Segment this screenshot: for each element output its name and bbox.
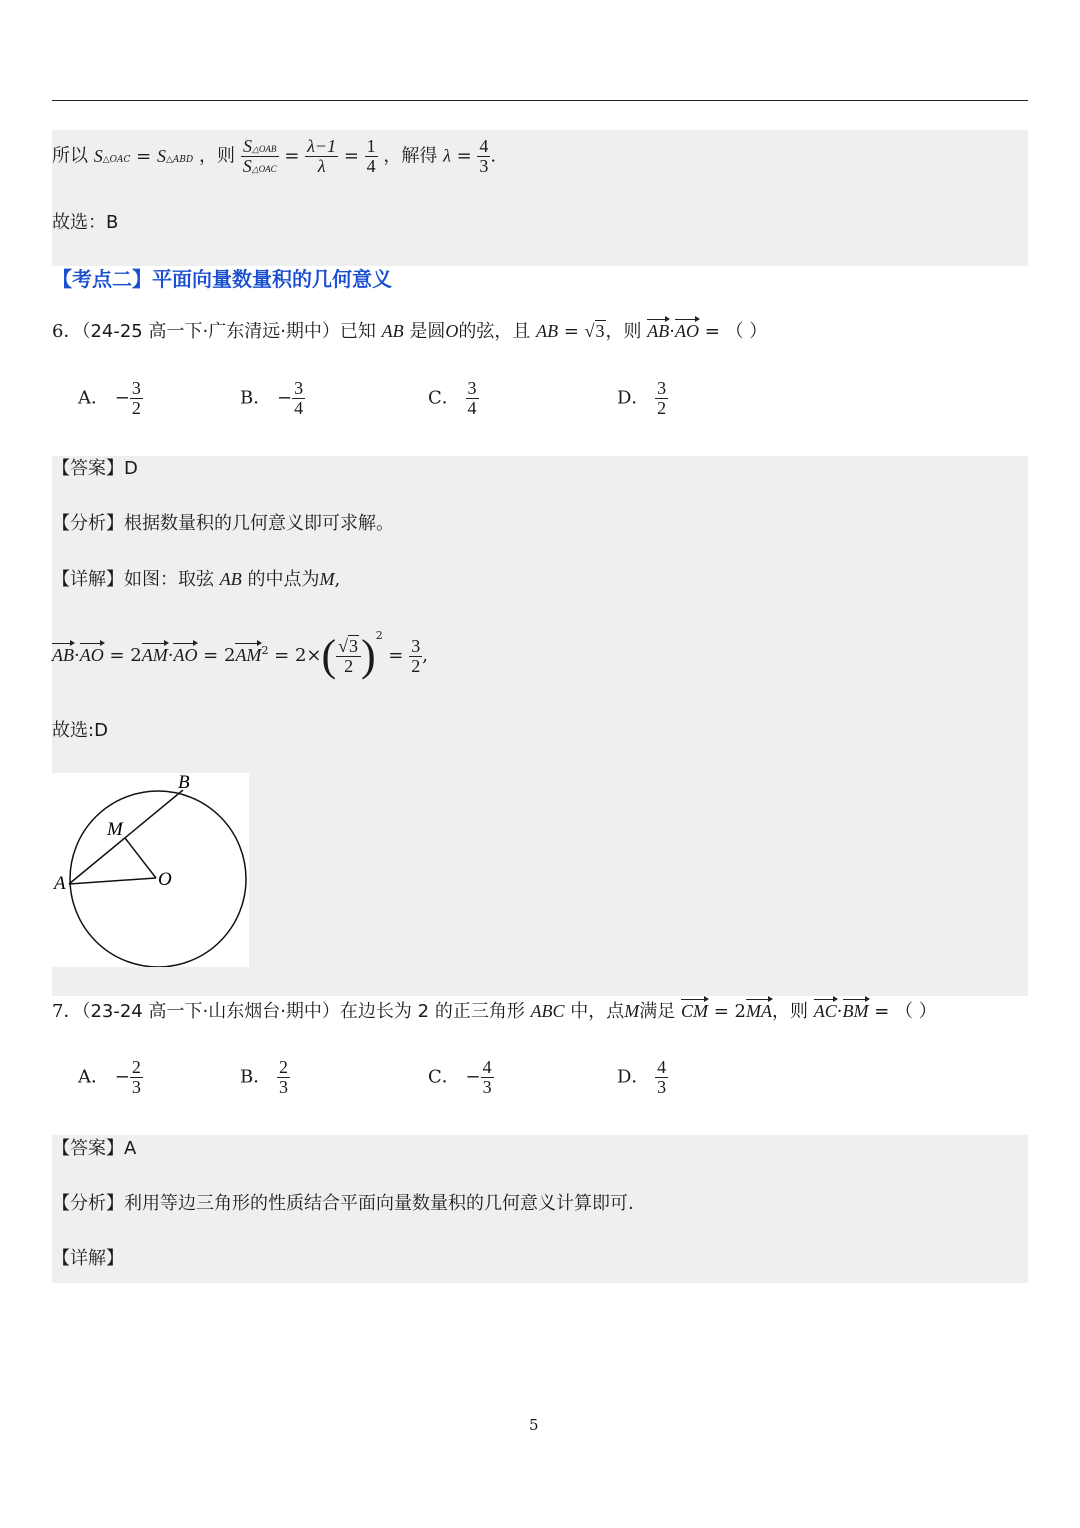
q7-option-c[interactable]: C． − $\frac{4}{3}$ (428, 1057, 492, 1097)
q6-equation: $AB\cdot AO = 2AM\cdot AO = 2AM^2 = 2\times$( $\frac{√3}{2}$ )$^2$ = $\frac{3}{2}$ , (52, 629, 428, 680)
label-O: O (158, 869, 172, 890)
q6-detail: 【详解】如图：取弦 AB 的中点为M, (52, 569, 341, 590)
fraction: $\frac{4}{3}$ (479, 136, 489, 176)
q6-option-c[interactable]: C． $\frac{3}{4}$ (428, 378, 477, 418)
q6-answer: 【答案】D (52, 458, 138, 479)
prev-equation-line: 所以 S△OAC = S△ABD ，则 $\frac{\text{S△OAB}}{\text{S△OAC}}$ = $\frac{\lambda-1}{\lambda}$ = $\frac{1}{4}$ ，解得 λ = $\frac{4}{3}$ . (52, 136, 497, 176)
header-rule (52, 100, 1028, 101)
question-number: 7． (52, 1001, 82, 1022)
q6-stem: 6．（24-25 高一下·广东清远·期中）已知 AB 是圆O的弦，且 AB = √3，则 AB·AO = （ ） (52, 321, 768, 342)
q7-stem: 7．（23-24 高一下·山东烟台·期中）在边长为 2 的正三角形 ABC 中，点M满足 CM = 2MA，则 AC·BM = （ ） (52, 1001, 937, 1022)
fraction: $\frac{\lambda-1}{\lambda}$ (307, 136, 337, 176)
fraction: $\frac{1}{4}$ (366, 136, 376, 176)
circle-figure (52, 773, 249, 967)
vector-AO: AO (675, 321, 700, 341)
q6-option-a[interactable]: A． − $\frac{3}{2}$ (78, 378, 141, 418)
text: 所以 (52, 145, 88, 167)
vector-MA: MA (746, 1001, 773, 1021)
question-source: （23-24 高一下·山东烟台·期中） (81, 1001, 340, 1022)
circle-diagram (52, 773, 249, 967)
segment-AO (69, 878, 156, 884)
label-M: M (107, 819, 123, 840)
question-number: 6． (52, 321, 82, 342)
q7-option-d[interactable]: D． $\frac{4}{3}$ (617, 1057, 667, 1097)
vector-CM: CM (681, 1001, 709, 1021)
vector-AC: AC (813, 1001, 837, 1021)
prev-choice: 故选：B (52, 212, 119, 233)
label-B: B (178, 773, 190, 793)
page-number: 5 (529, 1416, 539, 1434)
q6-option-b[interactable]: B． − $\frac{3}{4}$ (240, 378, 304, 418)
question-source: （24-25 高一下·广东清远·期中） (81, 321, 340, 342)
q7-analysis: 【分析】利用等边三角形的性质结合平面向量数量积的几何意义计算即可. (52, 1193, 634, 1214)
q7-detail: 【详解】 (52, 1248, 124, 1269)
q7-answer: 【答案】A (52, 1138, 137, 1159)
q6-analysis: 【分析】根据数量积的几何意义即可求解。 (52, 513, 394, 534)
segment-MO (125, 838, 156, 878)
fraction: $\frac{\text{S△OAB}}{\text{S△OAC}}$ (242, 136, 277, 176)
vector-BM: BM (842, 1001, 869, 1021)
vector-AB: AB (647, 321, 670, 341)
sqrt-expression: √3 (584, 321, 605, 341)
q6-choice: 故选:D (52, 720, 108, 741)
section-title: 【考点二】平面向量数量积的几何意义 (52, 267, 392, 291)
q7-option-b[interactable]: B． $\frac{2}{3}$ (240, 1057, 288, 1097)
q7-option-a[interactable]: A． − $\frac{2}{3}$ (78, 1057, 141, 1097)
q6-option-d[interactable]: D． $\frac{3}{2}$ (617, 378, 667, 418)
label-A: A (54, 873, 66, 894)
